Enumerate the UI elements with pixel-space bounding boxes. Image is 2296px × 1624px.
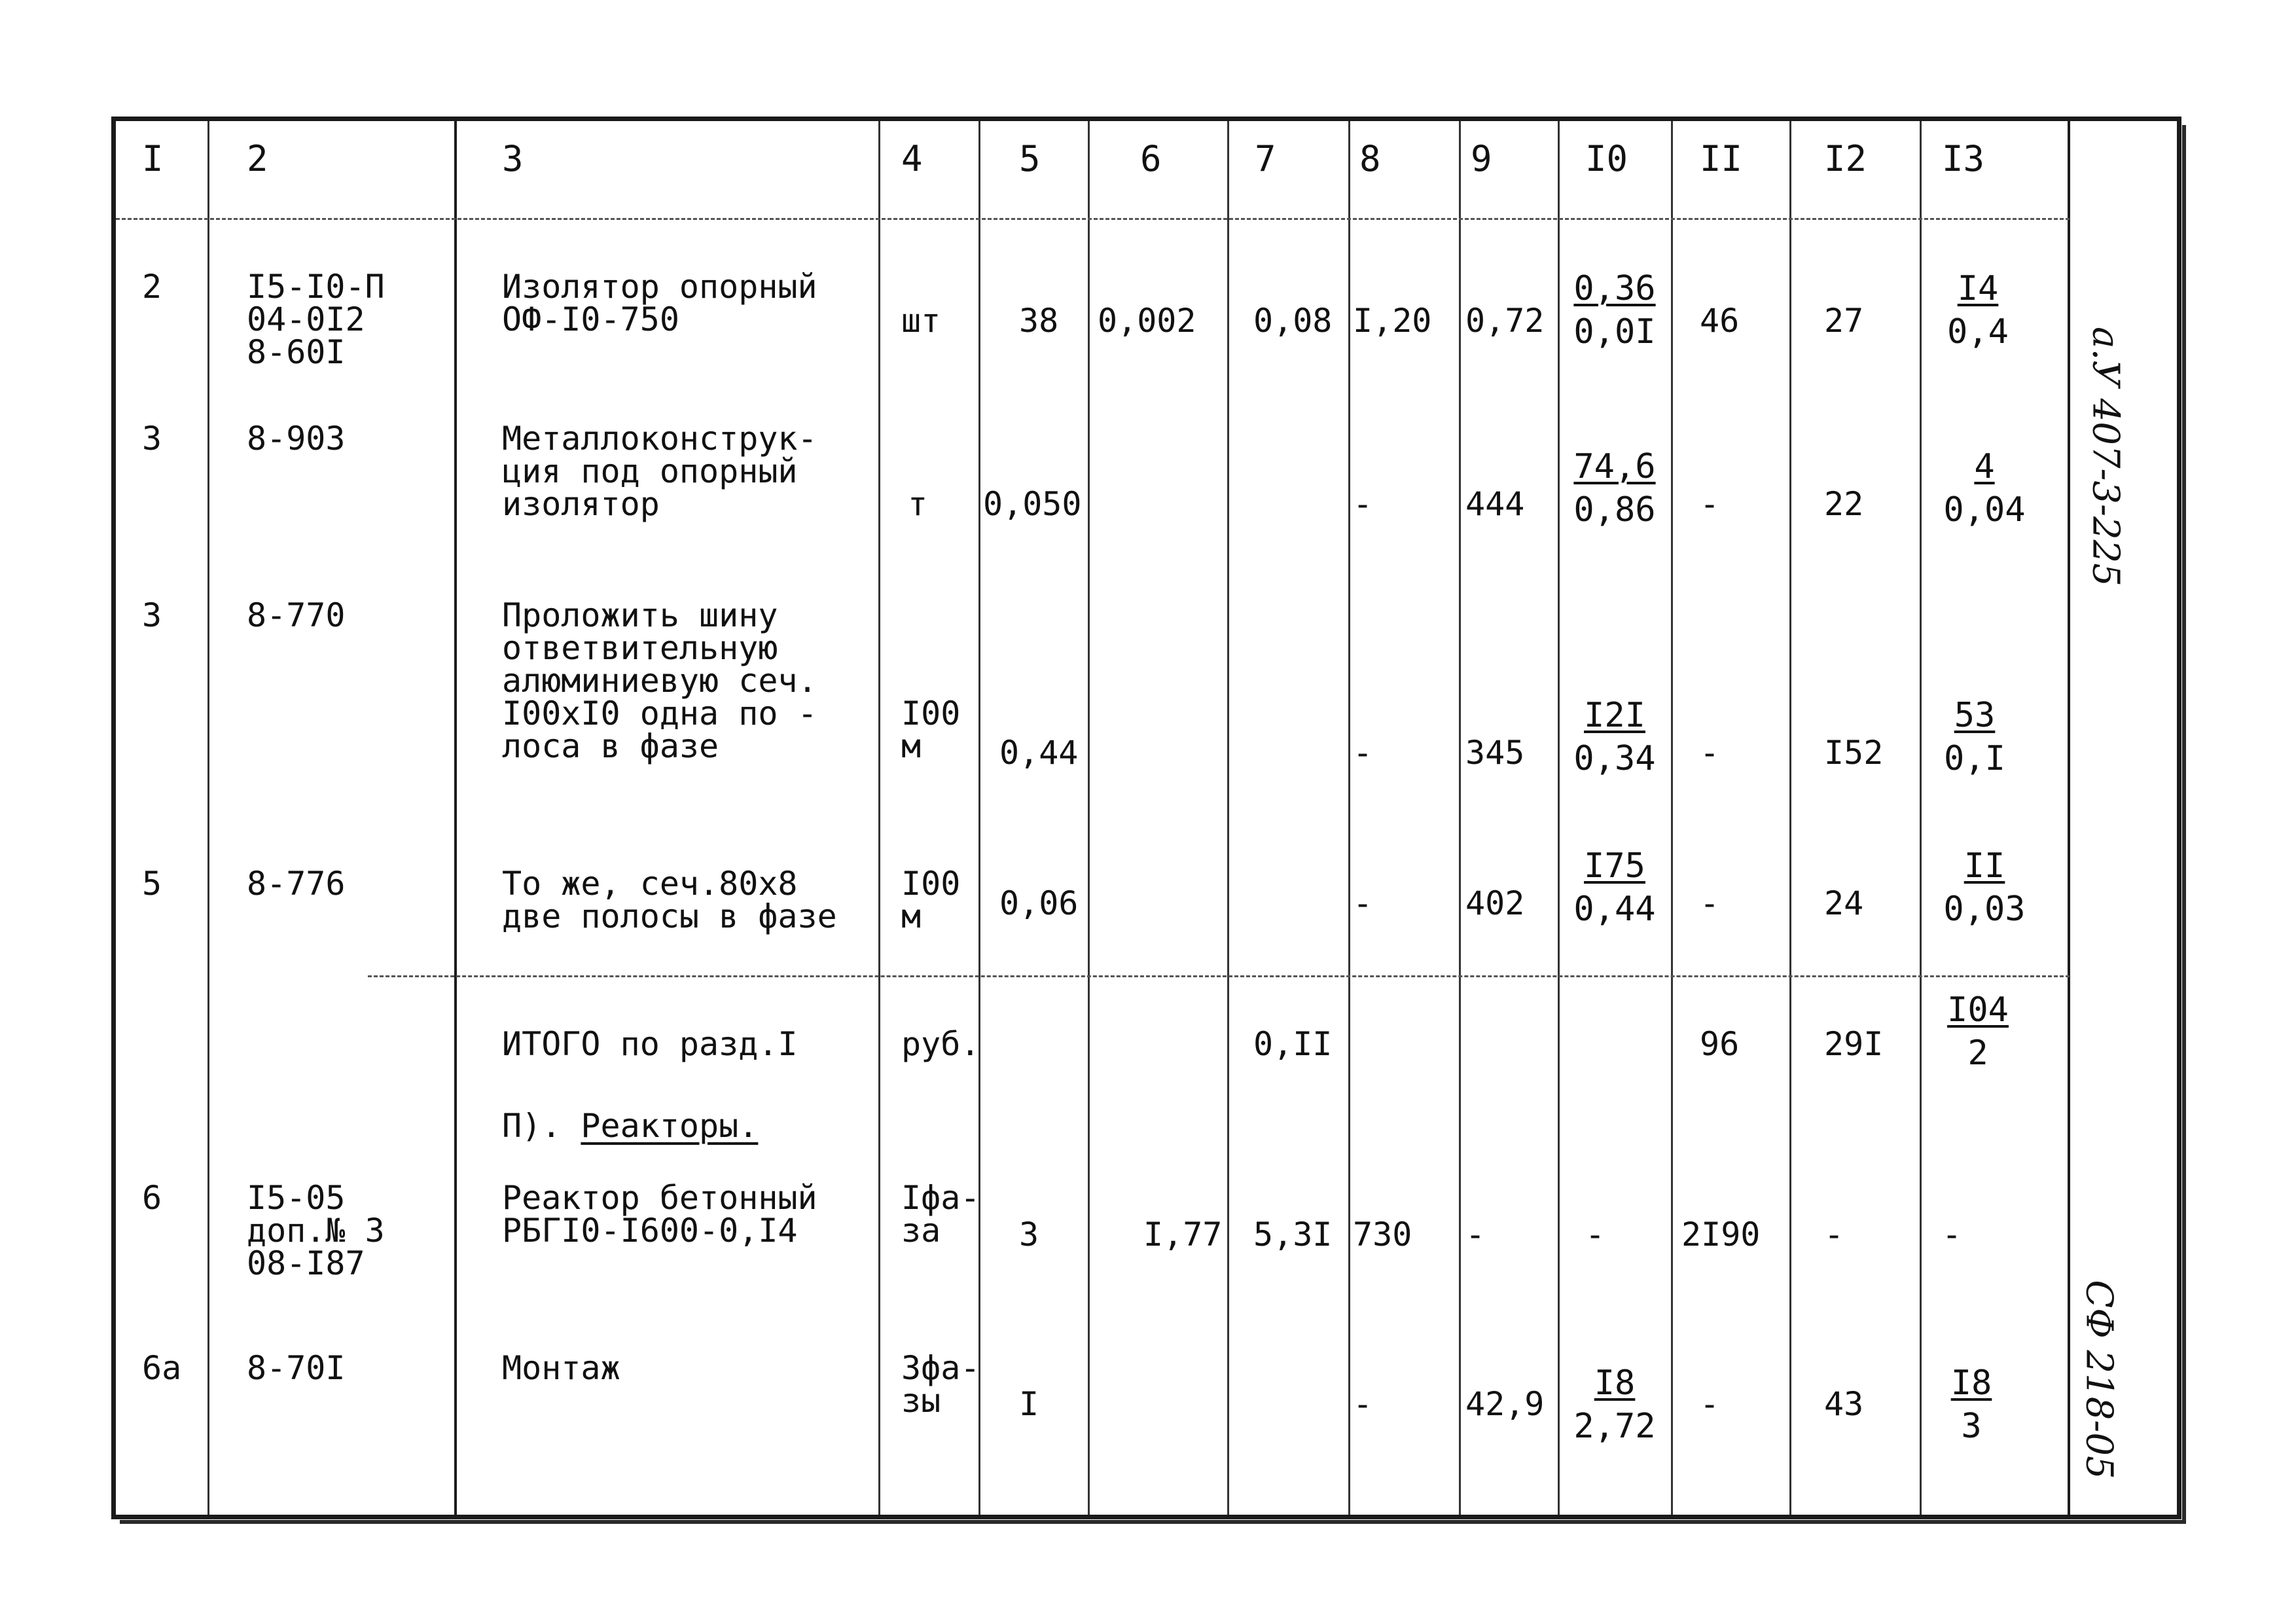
cell-c12: 43 (1824, 1385, 1864, 1423)
cell-c11: - (1700, 884, 1720, 922)
col-header: I3 (1942, 138, 1985, 179)
cell-c8: I,20 (1353, 302, 1432, 340)
section-prefix: П). (502, 1107, 581, 1145)
cell-c7: 5,3I (1253, 1216, 1333, 1254)
cell-c13: - (1942, 1216, 1962, 1254)
cell-c12: 22 (1824, 485, 1864, 523)
quantity: I (1019, 1385, 1039, 1423)
cell-c9: 0,72 (1465, 302, 1545, 340)
col-header: II (1700, 138, 1743, 179)
col-divider (1558, 121, 1560, 1515)
cell-c6: 0,002 (1098, 302, 1196, 340)
fraction-numerator: II (1964, 846, 2005, 886)
work-description: Монтаж (502, 1349, 620, 1387)
cell-c11: - (1700, 485, 1720, 523)
norm-code: 8-770 (247, 596, 346, 634)
col-header: 8 (1359, 138, 1381, 179)
norm-code: 8-70I (247, 1349, 346, 1387)
fraction-denominator: 0,I (1944, 739, 2005, 778)
cell-c12: 24 (1824, 884, 1864, 922)
unit: т (908, 485, 928, 523)
cell-c10-fraction (1566, 848, 1664, 928)
col-divider (978, 121, 980, 1515)
fraction-numerator: 0,36 (1573, 269, 1656, 308)
col-header: 7 (1255, 138, 1276, 179)
fraction-denominator: 3 (1961, 1407, 1982, 1446)
col-divider (454, 121, 457, 1515)
col-header: 5 (1019, 138, 1041, 179)
cell-c10-fraction (1566, 1365, 1664, 1445)
norm-code: 8-903 (247, 420, 346, 458)
row-number: 2 (142, 268, 162, 306)
unit: I00 м (901, 865, 961, 935)
quantity: 3 (1019, 1216, 1039, 1254)
total-separator (368, 975, 2070, 977)
col-divider (1920, 121, 1922, 1515)
col-header: I (142, 138, 164, 179)
cell-c10-fraction (1566, 270, 1664, 350)
cell-c7: 0,08 (1253, 302, 1333, 340)
work-description: Изолятор опорный ОФ-I0-750 (502, 268, 817, 338)
unit: шт (901, 302, 941, 340)
work-description: То же, сеч.80х8 две полосы в фазе (502, 865, 837, 935)
cell-c8: - (1353, 884, 1373, 922)
fraction-denominator: 0,03 (1943, 890, 2026, 929)
total-c7: 0,II (1253, 1025, 1333, 1063)
total-label: ИТОГО по разд.I (502, 1025, 798, 1063)
col-divider (2068, 121, 2070, 1515)
section-title: Реакторы. (581, 1107, 759, 1145)
row-number: 6 (142, 1179, 162, 1217)
fraction-denominator: 0,44 (1573, 890, 1656, 929)
fraction-numerator: 4 (1974, 447, 1995, 486)
work-description: Реактор бетонный РБГI0-I600-0,I4 (502, 1179, 817, 1250)
total-c13-fraction (1935, 992, 2020, 1072)
cell-c8: - (1353, 734, 1373, 772)
norm-code: I5-05 доп.№ 3 08-I87 (247, 1179, 385, 1282)
side-mark-bottom: СФ 218-05 (2077, 1280, 2121, 1479)
cell-c9: 42,9 (1465, 1385, 1545, 1423)
col-divider (207, 121, 209, 1515)
work-description: Проложить шину ответвительную алюминиевую сеч. I00хI0 одна по - лоса в фазе (502, 596, 817, 765)
table-sheet (111, 117, 2181, 1519)
total-unit: руб. (901, 1025, 980, 1063)
cell-c12: I52 (1824, 734, 1884, 772)
fraction-numerator: 53 (1954, 696, 1996, 735)
cell-c13-fraction (1935, 270, 2020, 350)
cell-c8: - (1353, 1385, 1373, 1423)
fraction-denominator: 0,04 (1943, 490, 2026, 530)
row-number: 3 (142, 596, 162, 634)
cell-c8: - (1353, 485, 1373, 523)
row-number: 6а (142, 1349, 182, 1387)
col-divider (1459, 121, 1461, 1515)
cell-c12: 27 (1824, 302, 1864, 340)
col-header: 9 (1471, 138, 1492, 179)
cell-c9: 402 (1465, 884, 1525, 922)
cell-c13-fraction (1935, 448, 2034, 528)
fraction-denominator: 0,34 (1573, 739, 1656, 778)
cell-c13-fraction (1935, 848, 2034, 928)
cell-c11: 2I90 (1681, 1216, 1761, 1254)
unit: I00 м (901, 695, 961, 765)
fraction-numerator: I8 (1594, 1363, 1636, 1403)
col-divider (1671, 121, 1673, 1515)
fraction-numerator: 74,6 (1573, 447, 1656, 486)
total-c12: 29I (1824, 1025, 1884, 1063)
col-header: I0 (1585, 138, 1628, 179)
section-heading (502, 1107, 759, 1145)
cell-c11: - (1700, 734, 1720, 772)
fraction-numerator: I04 (1947, 990, 2009, 1030)
fraction-numerator: I8 (1950, 1363, 1992, 1403)
col-divider (1348, 121, 1350, 1515)
quantity: 0,050 (983, 485, 1082, 523)
norm-code: I5-I0-П 04-0I2 8-60I (247, 268, 385, 371)
cell-c11: 46 (1700, 302, 1740, 340)
cell-c12: - (1824, 1216, 1844, 1254)
unit: 3фа- зы (901, 1349, 980, 1420)
header-separator (116, 218, 2070, 220)
total-c11: 96 (1700, 1025, 1740, 1063)
unit: Iфа- за (901, 1179, 980, 1250)
col-divider (1789, 121, 1791, 1515)
col-header: 4 (901, 138, 923, 179)
row-number: 3 (142, 420, 162, 458)
cell-c6: I,77 (1143, 1216, 1223, 1254)
fraction-denominator: 0,86 (1573, 490, 1656, 530)
col-divider (1088, 121, 1090, 1515)
side-mark-top: а.У 407-3-225 (2084, 327, 2127, 586)
norm-code: 8-776 (247, 865, 346, 903)
cell-c9: - (1465, 1216, 1486, 1254)
col-divider (1227, 121, 1229, 1515)
work-description: Металлоконструк- ция под опорный изолятор (502, 420, 817, 523)
cell-c10-fraction (1566, 697, 1664, 777)
fraction-numerator: I75 (1584, 846, 1645, 886)
quantity: 0,06 (999, 884, 1079, 922)
fraction-denominator: 2 (1967, 1034, 1988, 1073)
cell-c9: 444 (1465, 485, 1525, 523)
fraction-denominator: 2,72 (1573, 1407, 1656, 1446)
cell-c13-fraction (1935, 697, 2014, 777)
fraction-numerator: I2I (1584, 696, 1645, 735)
quantity: 0,44 (999, 734, 1079, 772)
cell-c9: 345 (1465, 734, 1525, 772)
col-divider (878, 121, 880, 1515)
fraction-numerator: I4 (1957, 269, 1999, 308)
cell-c8: 730 (1353, 1216, 1412, 1254)
cell-c10-fraction (1566, 448, 1664, 528)
col-header: 3 (502, 138, 524, 179)
cell-c13-fraction (1935, 1365, 2007, 1445)
col-header: 6 (1140, 138, 1162, 179)
row-number: 5 (142, 865, 162, 903)
col-header: I2 (1824, 138, 1867, 179)
fraction-denominator: 0,4 (1947, 312, 2009, 352)
quantity: 38 (1019, 302, 1059, 340)
col-header: 2 (247, 138, 268, 179)
cell-c10: - (1585, 1216, 1605, 1254)
fraction-denominator: 0,0I (1573, 312, 1656, 352)
cell-c11: - (1700, 1385, 1720, 1423)
